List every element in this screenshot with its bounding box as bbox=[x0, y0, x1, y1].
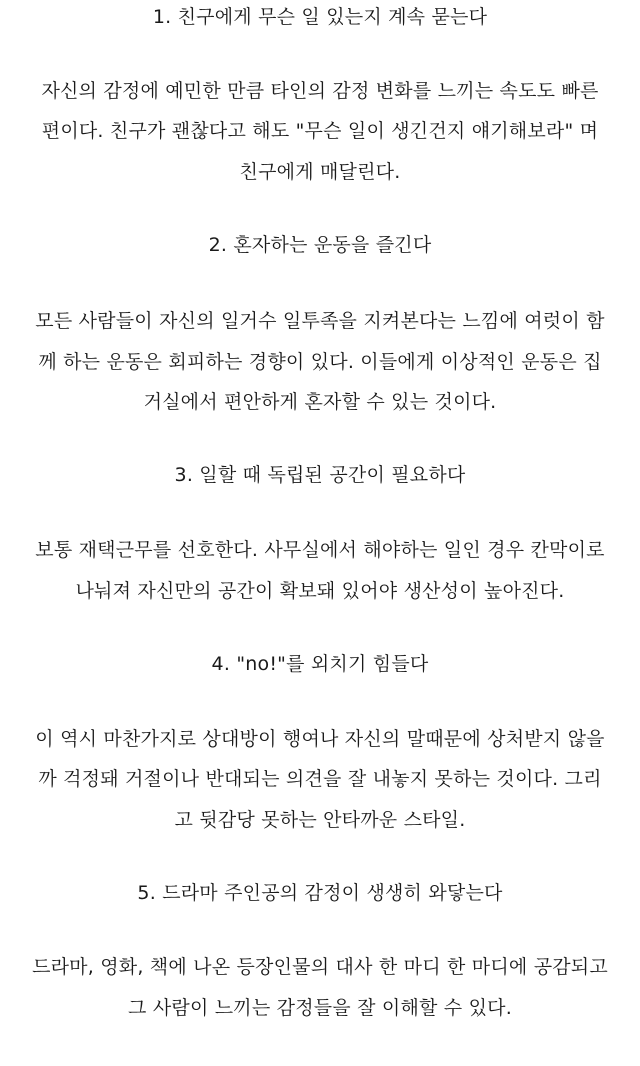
paragraph-line: 자신의 감정에 예민한 만큼 타인의 감정 변화를 느끼는 속도도 빠른 bbox=[41, 80, 599, 102]
paragraph-line: 편이다. 친구가 괜찮다고 해도 "무슨 일이 생긴건지 얘기해보라" 며 bbox=[41, 120, 599, 142]
paragraph-line: 드라마, 영화, 책에 나온 등장인물의 대사 한 마디 한 마디에 공감되고 bbox=[32, 956, 608, 978]
paragraph-line: 고 뒷감당 못하는 안타까운 스타일. bbox=[174, 809, 466, 831]
section-heading: 3. 일할 때 독립된 공간이 필요하다 bbox=[174, 464, 466, 486]
paragraph-line: 이 역시 마찬가지로 상대방이 행여나 자신의 말때문에 상처받지 않을 bbox=[35, 728, 605, 750]
paragraph-line: 까 걱정돼 거절이나 반대되는 의견을 잘 내놓지 못하는 것이다. 그리 bbox=[38, 768, 602, 790]
paragraph-line: 거실에서 편안하게 혼자할 수 있는 것이다. bbox=[143, 391, 497, 413]
paragraph-line: 그 사람이 느끼는 감정들을 잘 이해할 수 있다. bbox=[128, 997, 512, 1019]
paragraph-line: 모든 사람들이 자신의 일거수 일투족을 지켜본다는 느낌에 여럿이 함 bbox=[35, 310, 605, 332]
paragraph-line: 나눠져 자신만의 공간이 확보돼 있어야 생산성이 높아진다. bbox=[75, 580, 565, 602]
paragraph-line: 보통 재택근무를 선호한다. 사무실에서 해야하는 일인 경우 칸막이로 bbox=[35, 539, 605, 561]
paragraph-line: 친구에게 매달린다. bbox=[239, 161, 401, 183]
section-heading: 5. 드라마 주인공의 감정이 생생히 와닿는다 bbox=[137, 882, 503, 904]
section-heading: 4. "no!"를 외치기 힘들다 bbox=[211, 653, 429, 675]
paragraph-line: 께 하는 운동은 회피하는 경향이 있다. 이들에게 이상적인 운동은 집 bbox=[38, 351, 602, 373]
section-heading: 2. 혼자하는 운동을 즐긴다 bbox=[208, 234, 432, 256]
section-heading: 1. 친구에게 무슨 일 있는지 계속 묻는다 bbox=[152, 6, 488, 28]
